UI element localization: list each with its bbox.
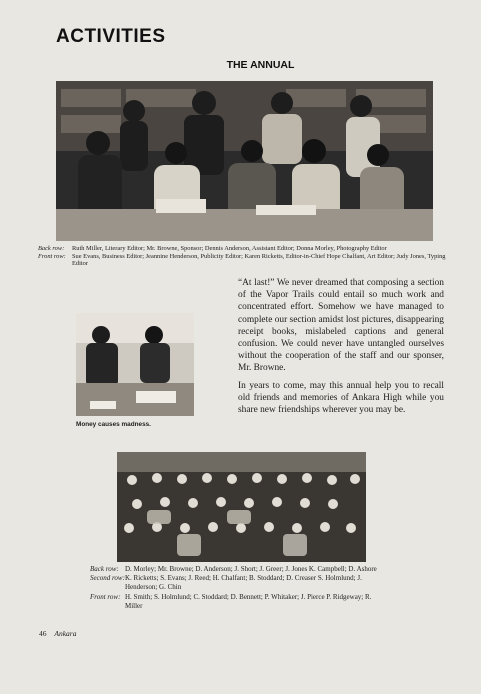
page-footer <box>39 629 76 638</box>
group-photo-captions <box>90 565 390 611</box>
article-paragraph: “At last!” We never dreamed that composing a section of the Vapor Trails could entail so much work and concentrated effort. Somehow we have managed to complete our section amidst lost pictures, disappearing receipt books, mislabeled captions and general confusion. We could never have untangled ourselves without the cooperation of the staff and our sponser, Mr. Browne. <box>238 278 444 374</box>
caption-row <box>90 574 390 592</box>
money-photo-caption: Money causes madness. <box>76 421 151 428</box>
book-name: Ankara <box>54 629 77 638</box>
caption-label: Second row: <box>90 574 125 583</box>
caption-text: D. Morley; Mr. Browne; D. Anderson; J. Short; J. Greer; J. Jones K. Campbell; D. Ashore <box>125 565 377 573</box>
section-subtitle: THE ANNUAL <box>226 59 295 71</box>
caption-label: Back row: <box>38 245 65 252</box>
article-paragraph: In years to come, may this annual help you to recall old friends and memories of Ankara High while you share new friendships wherever you may be. <box>238 380 444 416</box>
page-title: ACTIVITIES <box>56 26 166 47</box>
caption-label: Back row: <box>90 565 119 573</box>
caption-label: Front row: <box>38 252 66 260</box>
caption-row <box>38 253 448 268</box>
caption-text: K. Ricketts; S. Evans; J. Reed; H. Chalfant; B. Stoddard; D. Creaser S. Holmlund; J. Henderson; G. Chin <box>125 574 362 592</box>
article-body <box>238 277 444 421</box>
caption-row <box>90 593 390 611</box>
caption-text: Sue Evans, Business Editor; Jeannine Henderson, Publicity Editor; Karen Ricketts, Editor-in-Chief Hope Chalfant, Art Editor; Judy Jones, Typing Editor <box>72 252 446 268</box>
caption-row <box>38 245 448 253</box>
staff-photo-captions <box>38 245 448 268</box>
caption-row <box>90 565 390 574</box>
staff-group-photo <box>56 81 433 241</box>
caption-text: Ruth Miller, Literary Editor; Mr. Browne, Sponsor; Dennis Anderson, Assistant Editor; Donna Morley, Photography Editor <box>72 245 387 252</box>
caption-label: Front row: <box>90 592 121 601</box>
caption-text: H. Smith; S. Holmlund; C. Stoddard; D. Bennett; P. Whitaker; J. Pierce P. Ridgeway; R. Miller <box>125 592 372 610</box>
page-number: 46 <box>39 629 47 638</box>
annual-staff-group-photo <box>117 452 366 562</box>
money-photo <box>76 313 194 416</box>
